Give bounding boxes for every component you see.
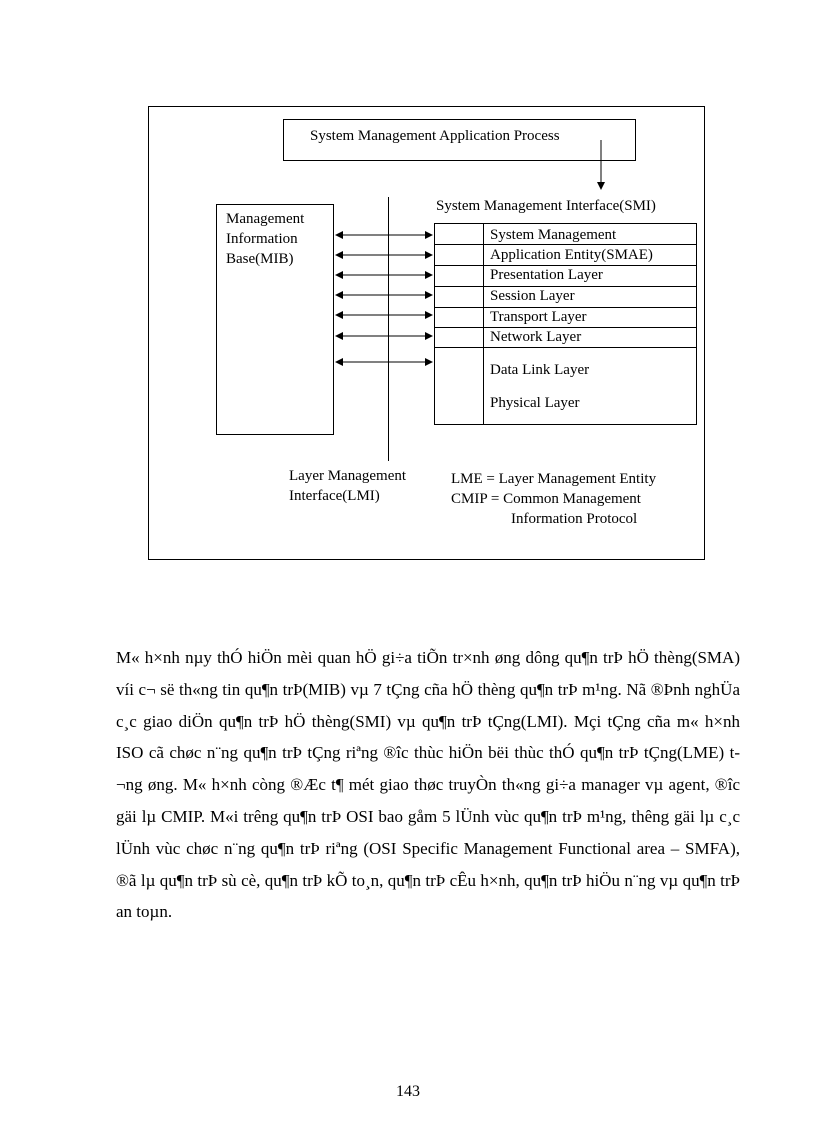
layer-application-entity: Application Entity(SMAE) <box>490 247 653 263</box>
legend-cmip-cont: Information Protocol <box>511 511 638 527</box>
stack-divider <box>483 223 484 425</box>
mib-line: Management <box>226 211 305 227</box>
mib-line: Base(MIB) <box>226 251 294 267</box>
layer-presentation: Presentation Layer <box>490 267 603 283</box>
mib-box <box>216 204 334 435</box>
body-paragraph: M« h×nh nµy thÓ hiÖn mèi quan hÖ gi÷a tiÕn tr×nh øng dông qu¶n trÞ hÖ thèng(SMA) víi c¬ së th«ng tin qu¶n trÞ(MIB) vµ 7 tÇng cña hÖ thèng qu¶n trÞ m¹ng. Nã ®Þnh nghÜa c¸c giao diÖn qu¶n trÞ hÖ thèng(SMI) vµ qu¶n trÞ tÇng(LMI). Mçi tÇng cña m« h×nh ISO cã chøc n¨ng qu¶n trÞ tÇng riªng ®îc thùc hiÖn bëi thùc thÓ qu¶n trÞ tÇng(LME) t¬ng øng. M« h×nh còng ®Æc t¶ mét giao thøc truyÒn th«ng gi÷a manager vµ agent, ®îc gäi lµ CMIP. M«i trêng qu¶n trÞ OSI bao gåm 5 lÜnh vùc qu¶n trÞ m¹ng, thêng gäi lµ c¸c lÜnh vùc chøc n¨ng qu¶n trÞ riªng (OSI Specific Management Functional area – SMFA), ®ã lµ qu¶n trÞ sù cè, qu¶n trÞ kÕ to¸n, qu¶n trÞ cÊu h×nh, qu¶n trÞ hiÖu n¨ng vµ qu¶n trÞ an toµn. <box>116 648 740 922</box>
lmi-line-text: Interface(LMI) <box>289 488 380 504</box>
layer-session: Session Layer <box>490 288 575 304</box>
legend-cmip: CMIP = Common Management <box>451 491 641 507</box>
lmi-line <box>388 197 389 461</box>
layer-physical: Physical Layer <box>490 395 580 411</box>
application-process-box: System Management Application Process <box>283 119 636 161</box>
legend <box>451 469 656 529</box>
lmi-label <box>289 466 406 506</box>
smi-label: System Management Interface(SMI) <box>436 198 656 214</box>
page-number: 143 <box>396 1083 420 1100</box>
mib-line: Information <box>226 231 298 247</box>
layer-system-management: System Management <box>490 227 617 243</box>
layer-data-link: Data Link Layer <box>490 362 590 378</box>
layer-network: Network Layer <box>490 329 582 345</box>
row-divider <box>434 244 697 245</box>
legend-lme: LME = Layer Management Entity <box>451 471 657 487</box>
row-divider <box>434 347 697 348</box>
layer-transport: Transport Layer <box>490 309 587 325</box>
lmi-line-text: Layer Management <box>289 468 407 484</box>
